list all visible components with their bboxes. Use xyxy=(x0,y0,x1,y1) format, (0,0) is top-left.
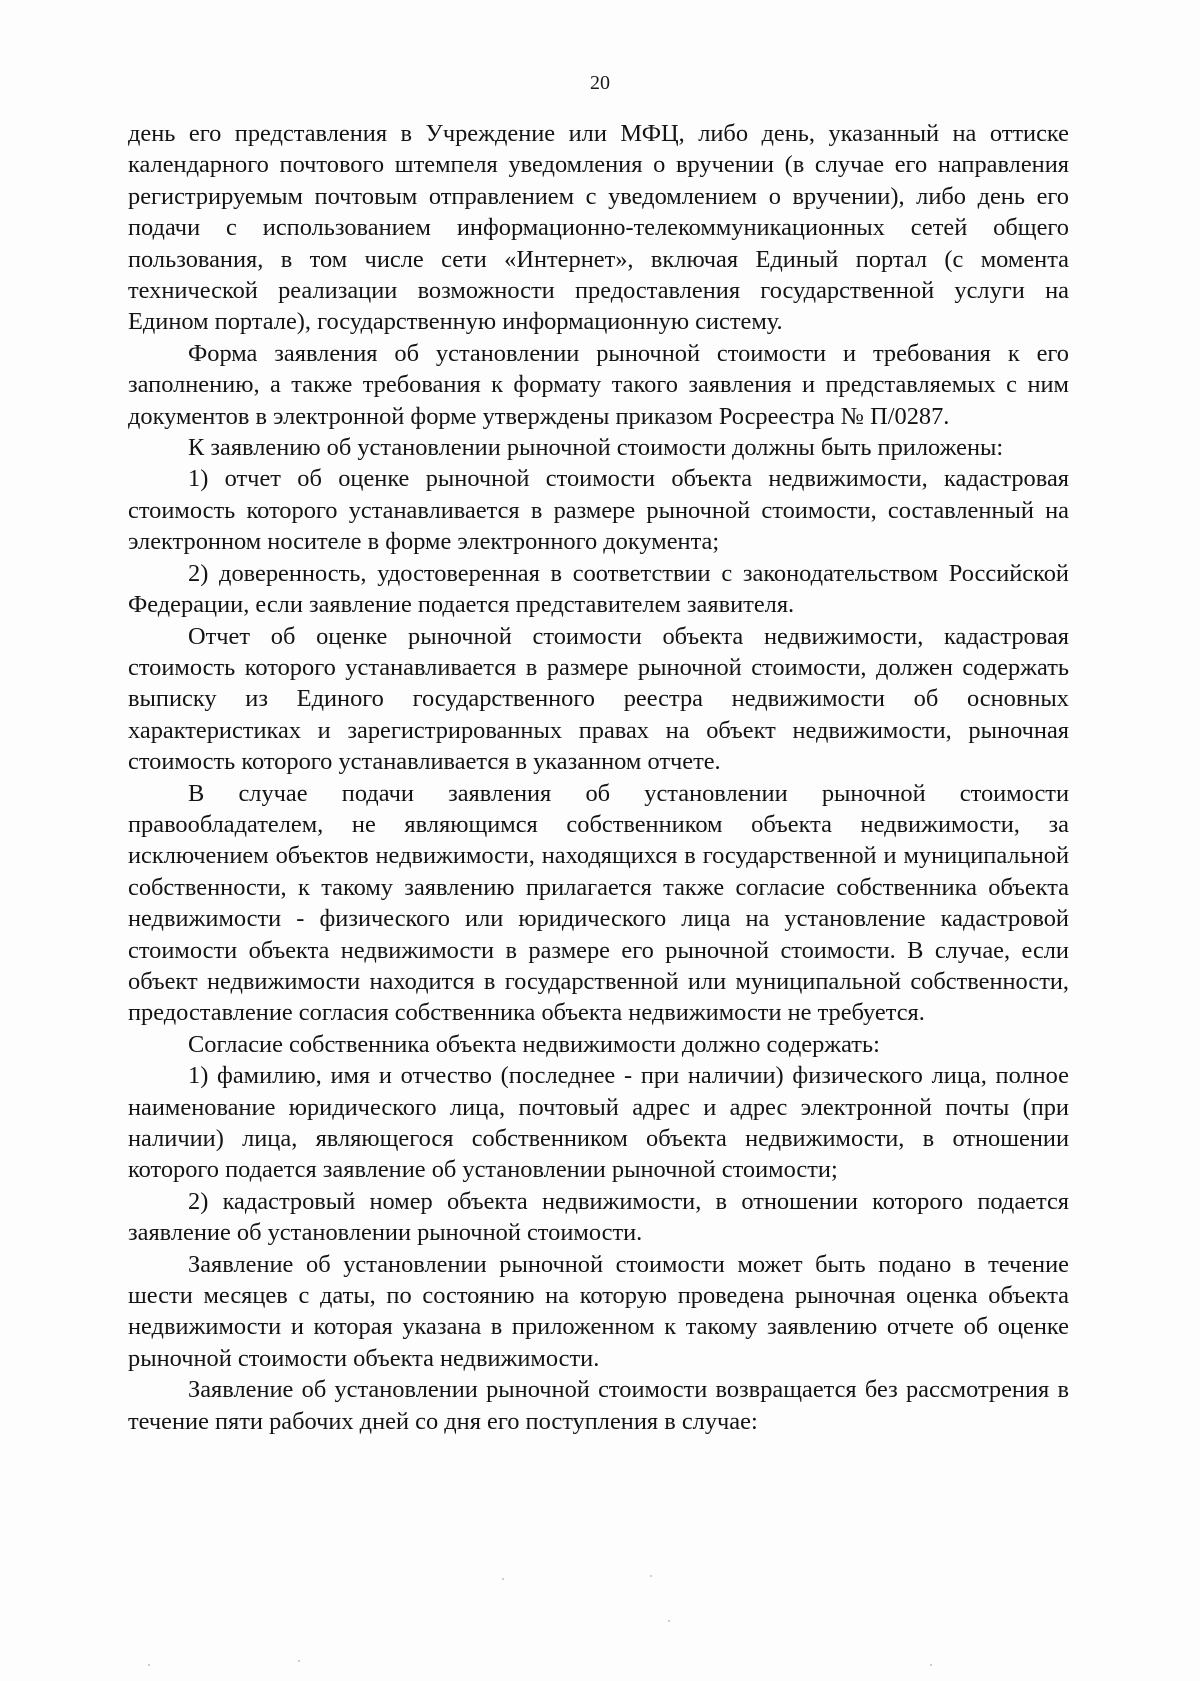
paragraph-return-conditions: Заявление об установлении рыночной стоимости возвращается без рассмотрения в течение пяти рабочих дней со дня его поступления в случае: xyxy=(128,1376,1069,1435)
scan-speck xyxy=(668,1620,670,1622)
paragraph-continuation: день его представления в Учреждение или МФЦ, либо день, указанный на оттиске календарного почтового штемпеля уведомления о вручении (в случае его направления регистрируемым почтовым отправлением с уведомлением о вручении), либо день его подачи с использованием информационно-телекоммуникационных сетей общего пользования, в том числе сети «Интернет», включая Единый портал (с момента технической реализации возможности предоставления государственной услуги на Едином портале), государственную информационную систему. xyxy=(128,120,1069,336)
list-item-valuation-report: 1) отчет об оценке рыночной стоимости объекта недвижимости, кадастровая стоимость которого устанавливается в размере рыночной стоимости, составленный на электронном носителе в форме электронного документа; xyxy=(128,465,1069,556)
paragraph-consent-contents-intro: Согласие собственника объекта недвижимости должно содержать: xyxy=(188,1030,880,1058)
list-item-power-of-attorney: 2) доверенность, удостоверенная в соответствии с законодательством Российской Федерации, если заявление подается представителем заявителя. xyxy=(128,559,1069,619)
document-body xyxy=(128,118,1069,1437)
page-number: 20 xyxy=(590,72,610,94)
scan-speck xyxy=(148,1664,150,1666)
paragraph-report-contents: Отчет об оценке рыночной стоимости объекта недвижимости, кадастровая стоимость которого устанавливается в размере рыночной стоимости, должен содержать выписку из Единого государственного реестра недвижимости об основных характеристиках и зарегистрированных правах на объект недвижимости, рыночная стоимость которого устанавливается в указанном отчете. xyxy=(128,622,1069,776)
paragraph-owner-consent: В случае подачи заявления об установлении рыночной стоимости правообладателем, не являющимся собственником объекта недвижимости, за исключением объектов недвижимости, находящихся в государственной и муниципальной собственности, к такому заявлению прилагается также согласие собственника объекта недвижимости - физического или юридического лица на установление кадастровой стоимости объекта недвижимости в размере его рыночной стоимости. В случае, если объект недвижимости находится в государственной или муниципальной собственности, предоставление согласия собственника объекта недвижимости не требуется. xyxy=(128,779,1069,1027)
scan-speck xyxy=(298,1660,300,1662)
list-item-cadastral-number: 2) кадастровый номер объекта недвижимости, в отношении которого подается заявление об установлении рыночной стоимости. xyxy=(128,1187,1069,1247)
paragraph-application-form: Форма заявления об установлении рыночной стоимости и требования к его заполнению, а также требования к формату такого заявления и представляемых с ним документов в электронной форме утверждены приказом Росреестра № П/0287. xyxy=(128,339,1069,430)
scan-speck xyxy=(502,1578,504,1580)
scan-speck xyxy=(650,1575,652,1577)
scan-speck xyxy=(930,1664,932,1666)
paragraph-submission-deadline: Заявление об установлении рыночной стоимости может быть подано в течение шести месяцев с даты, по состоянию на которую проведена рыночная оценка объекта недвижимости и которая указана в приложенном к такому заявлению отчете об оценке рыночной стоимости объекта недвижимости. xyxy=(128,1250,1069,1372)
list-item-owner-details: 1) фамилию, имя и отчество (последнее - при наличии) физического лица, полное наименование юридического лица, почтовый адрес и адрес электронной почты (при наличии) лица, являющегося собственником объекта недвижимости, в отношении которого подается заявление об установлении рыночной стоимости; xyxy=(128,1062,1069,1184)
paragraph-attachments-intro: К заявлению об установлении рыночной стоимости должны быть приложены: xyxy=(188,434,1004,462)
